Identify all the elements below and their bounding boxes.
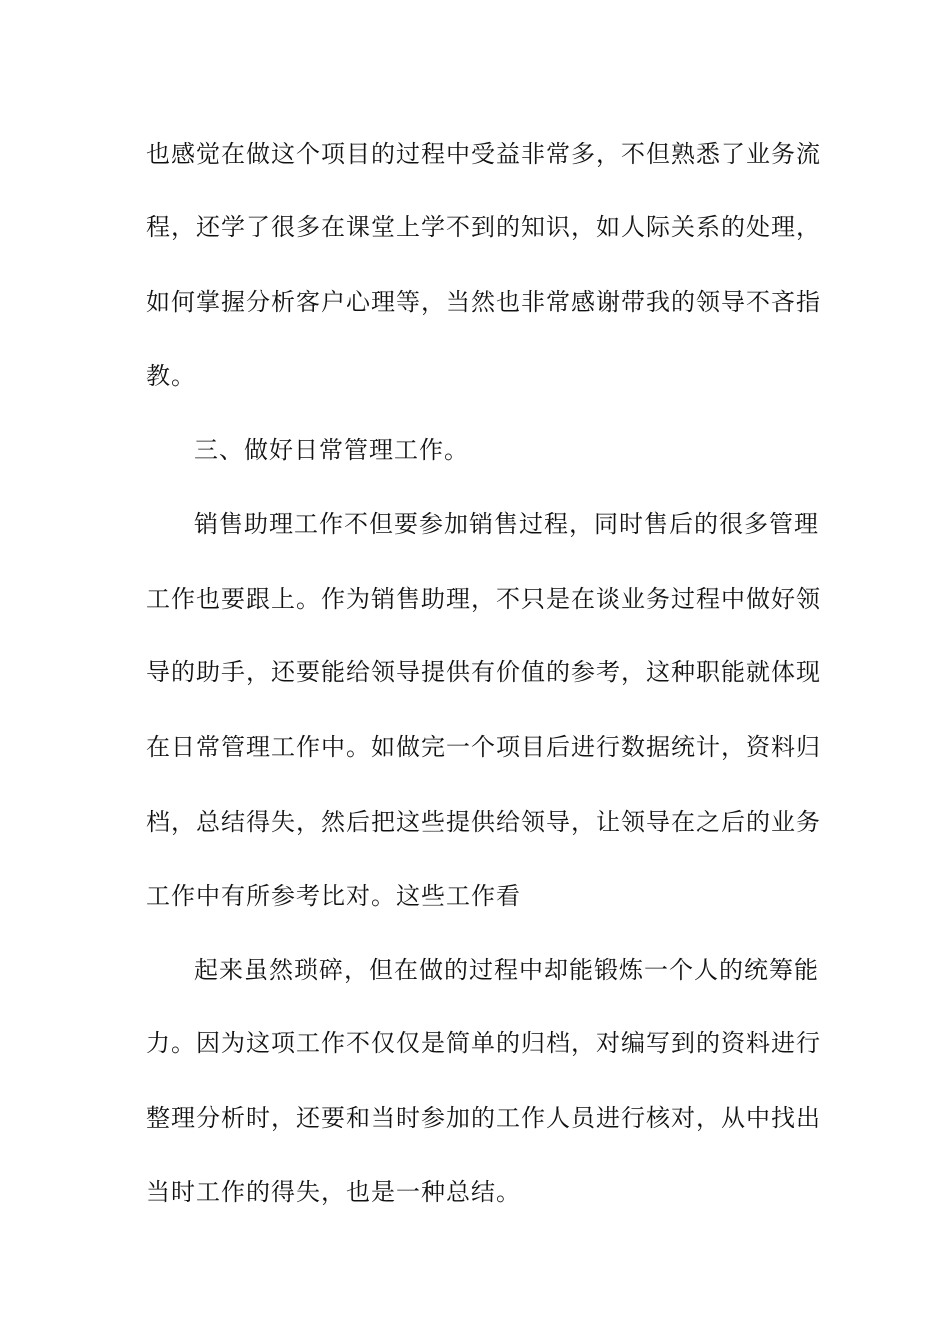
text-line: 在日常管理工作中。如做完一个项目后进行数据统计，资料归	[146, 733, 821, 761]
text-line: 程，还学了很多在课堂上学不到的知识，如人际关系的处理，	[146, 213, 821, 241]
text-line: 教。	[146, 362, 196, 390]
text-line: 档，总结得失，然后把这些提供给领导，让领导在之后的业务	[146, 808, 821, 836]
text-line: 当时工作的得失，也是一种总结。	[146, 1178, 521, 1206]
text-line: 如何掌握分析客户心理等，当然也非常感谢带我的领导不吝指	[146, 288, 821, 316]
text-line: 工作也要跟上。作为销售助理，不只是在谈业务过程中做好领	[146, 585, 821, 613]
section-heading: 三、做好日常管理工作。	[194, 436, 469, 464]
text-line: 起来虽然琐碎，但在做的过程中却能锻炼一个人的统筹能	[194, 956, 819, 984]
text-line: 也感觉在做这个项目的过程中受益非常多，不但熟悉了业务流	[146, 140, 821, 168]
text-line: 力。因为这项工作不仅仅是简单的归档，对编写到的资料进行	[146, 1029, 821, 1057]
text-line: 销售助理工作不但要参加销售过程，同时售后的很多管理	[194, 510, 819, 538]
text-line: 工作中有所参考比对。这些工作看	[146, 882, 521, 910]
text-line: 导的助手，还要能给领导提供有价值的参考，这种职能就体现	[146, 658, 821, 686]
text-line: 整理分析时，还要和当时参加的工作人员进行核对，从中找出	[146, 1104, 821, 1132]
